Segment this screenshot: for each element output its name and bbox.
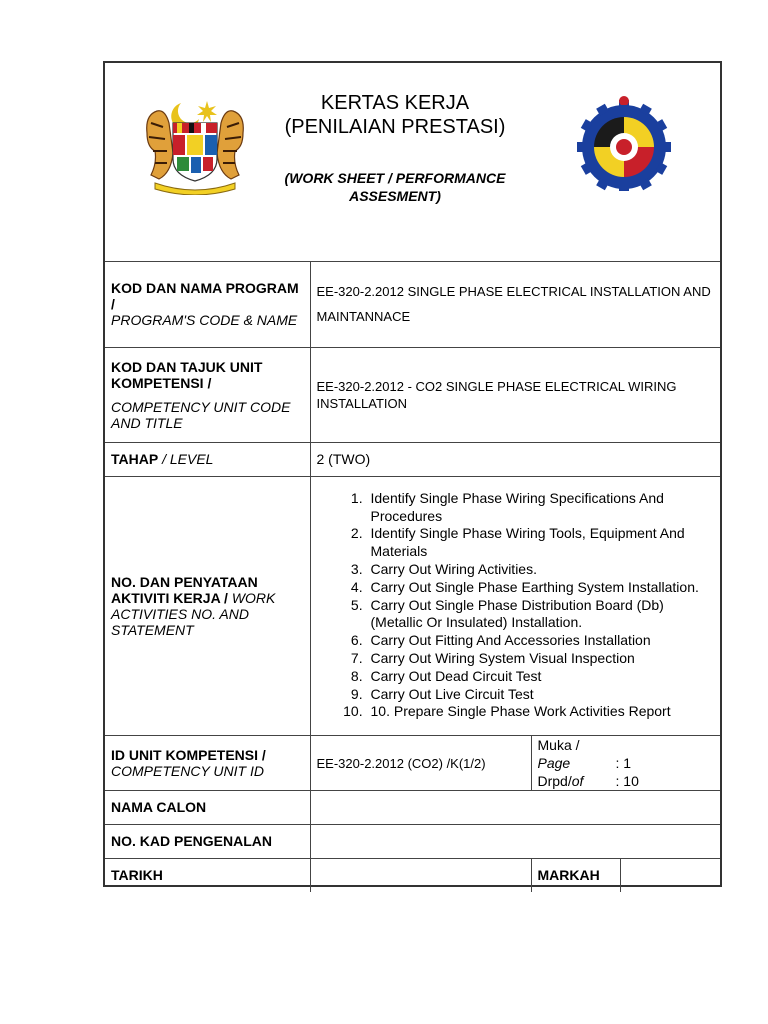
level-value-cell <box>310 442 720 476</box>
worksheet-form <box>103 61 722 887</box>
unit-id-label: ID UNIT KOMPETENSI / <box>111 746 266 763</box>
ic-label: NO. KAD PENGENALAN <box>111 833 273 849</box>
unit-id-value: EE-320-2.2012 (CO2) /K(1/2) <box>316 755 486 771</box>
list-item: 2. Identify Single Phase Wiring Tools, Equipment And Materials <box>367 525 715 561</box>
page-info-cell <box>531 735 720 790</box>
activities-row <box>105 476 720 735</box>
ic-label-cell <box>105 824 310 858</box>
level-label-english: / LEVEL <box>158 451 214 467</box>
page-label-english: Page <box>537 754 571 771</box>
activities-label: NO. DAN PENYATAAN AKTIVITI KERJA / <box>111 573 258 606</box>
page-total <box>538 772 715 790</box>
unit-label-english: COMPETENCY UNIT CODE AND TITLE <box>111 398 291 431</box>
unit-row <box>105 347 720 442</box>
ic-field[interactable] <box>310 824 720 858</box>
program-label-cell <box>105 261 310 347</box>
program-value-cell <box>310 261 720 347</box>
form-table <box>105 261 720 892</box>
level-value: 2 (TWO) <box>316 451 371 467</box>
list-item: 9. Carry Out Live Circuit Test <box>367 686 715 704</box>
of-label-english: of <box>571 772 584 789</box>
date-label: TARIKH <box>111 867 163 884</box>
name-field[interactable] <box>310 790 720 824</box>
activities-label-cell <box>105 476 310 735</box>
name-row <box>105 790 720 824</box>
list-item: 7. Carry Out Wiring System Visual Inspection <box>367 650 715 668</box>
ic-row <box>105 824 720 858</box>
activities-label-english: WORK ACTIVITIES NO. AND STATEMENT <box>111 589 276 638</box>
level-row <box>105 442 720 476</box>
date-field[interactable] <box>310 858 531 892</box>
marks-label-cell <box>531 858 620 892</box>
unit-label-cell <box>105 347 310 442</box>
program-value: EE-320-2.2012 SINGLE PHASE ELECTRICAL INSTALLATION AND MAINTANNACE <box>316 283 711 324</box>
page-value: : 1 <box>615 754 632 771</box>
activities-list-cell <box>310 476 720 735</box>
list-item: 6. Carry Out Fitting And Accessories Installation <box>367 632 715 650</box>
marks-label: MARKAH <box>537 867 600 884</box>
unit-id-row <box>105 735 720 790</box>
date-row <box>105 858 720 892</box>
page-label: Muka / <box>537 736 580 753</box>
program-label-english: PROGRAM'S CODE & NAME <box>111 311 298 328</box>
program-row <box>105 261 720 347</box>
of-label: Drpd/ <box>537 772 572 789</box>
unit-value-cell <box>310 347 720 442</box>
malaysia-coat-of-arms-icon <box>141 93 249 195</box>
list-item: 10. 10. Prepare Single Phase Work Activities Report <box>367 703 715 721</box>
program-label: KOD DAN NAMA PROGRAM / <box>111 279 299 312</box>
page-number <box>538 736 715 772</box>
list-item: 5. Carry Out Single Phase Distribution Board (Db) (Metallic Or Insulated) Installation. <box>367 597 715 633</box>
form-header <box>105 63 720 262</box>
date-label-cell <box>105 858 310 892</box>
list-item: 3. Carry Out Wiring Activities. <box>367 561 715 579</box>
list-item: 1. Identify Single Phase Wiring Specifications And Procedures <box>367 490 715 526</box>
level-label: TAHAP <box>111 451 159 467</box>
name-label-cell <box>105 790 310 824</box>
level-label-cell <box>105 442 310 476</box>
name-label: NAMA CALON <box>111 799 207 815</box>
unit-id-label-english: COMPETENCY UNIT ID <box>111 762 264 779</box>
form-title <box>255 91 535 139</box>
title-line-1: KERTAS KERJA <box>320 92 470 114</box>
activities-list <box>317 490 715 721</box>
of-value: : 10 <box>615 772 639 789</box>
unit-id-label-cell <box>105 735 310 790</box>
unit-id-value-cell <box>310 735 531 790</box>
unit-label: KOD DAN TAJUK UNIT KOMPETENSI / <box>111 358 263 391</box>
marks-field[interactable] <box>620 858 720 892</box>
list-item: 8. Carry Out Dead Circuit Test <box>367 668 715 686</box>
title-line-2: (PENILAIAN PRESTASI) <box>284 116 506 138</box>
unit-value: EE-320-2.2012 - CO2 SINGLE PHASE ELECTRICAL WIRING INSTALLATION <box>316 378 677 411</box>
list-item: 4. Carry Out Single Phase Earthing System Installation. <box>367 579 715 597</box>
form-subtitle: (WORK SHEET / PERFORMANCE ASSESMENT) <box>284 170 506 204</box>
gear-badge-emblem-icon <box>577 93 671 191</box>
